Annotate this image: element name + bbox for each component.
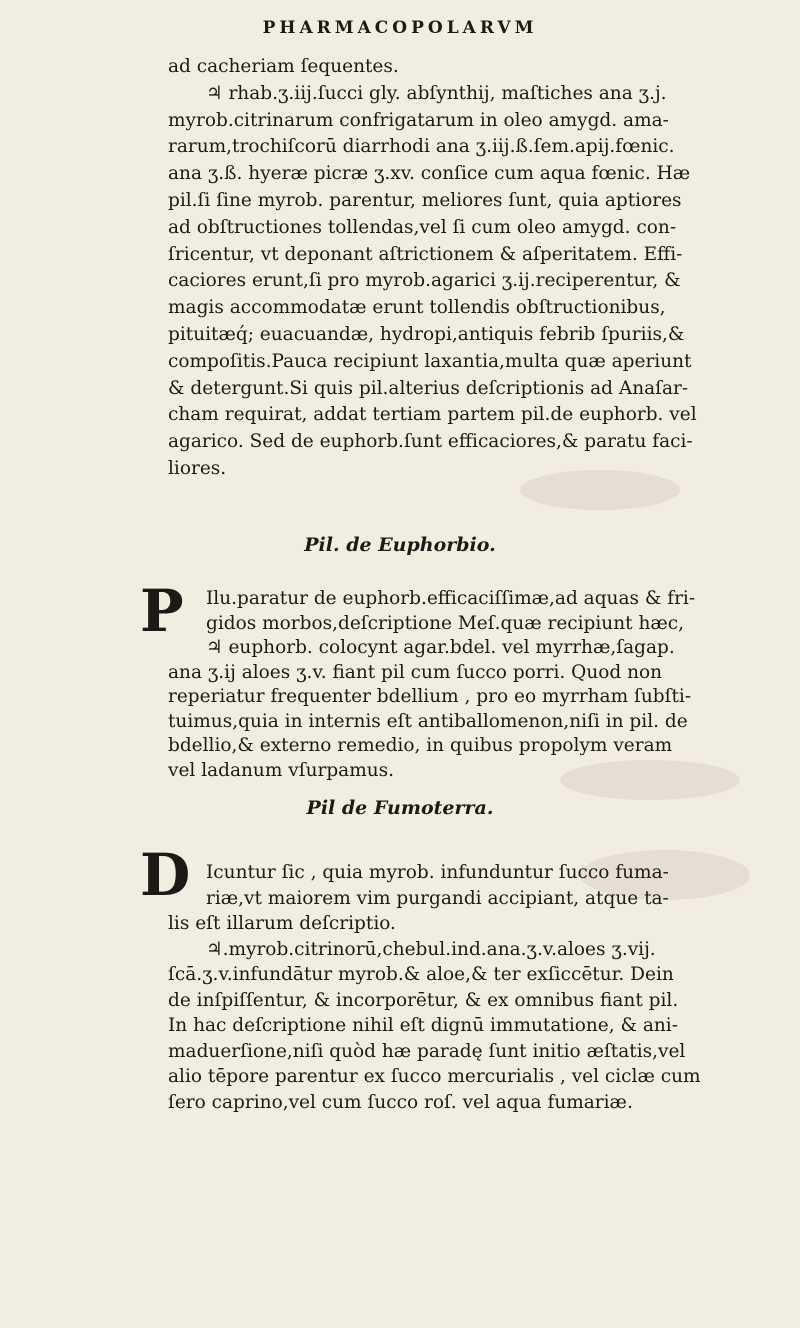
text-line: & detergunt.Si quis pil.alterius deſcriptionis ad Anaſar-	[168, 377, 689, 399]
text-line: ſero caprino,vel cum ſucco roſ. vel aqua fumariæ.	[168, 1091, 633, 1113]
drop-cap-p: P	[140, 577, 184, 645]
text-line: gidos morbos,deſcriptione Meſ.quæ recipiunt hæc,	[206, 612, 684, 634]
running-header: PHARMACOPOLARVM	[262, 18, 538, 38]
text-line: cham requirat, addat tertiam partem pil.de euphorb. vel	[168, 404, 697, 426]
text-line: tuimus,quia in internis eſt antiballomenon,niſi in pil. de	[168, 710, 688, 732]
text-line: magis accommodatæ erunt tollendis obſtructionibus,	[168, 297, 666, 319]
text-line: ♃ rhab.ʒ.iij.ſucci gly. abſynthij, maſtiches ana ʒ.j.	[206, 82, 667, 104]
text-line: ad obſtructiones tollendas,vel ſi cum oleo amygd. con-	[168, 216, 677, 238]
text-line: lis eſt illarum deſcriptio.	[168, 913, 396, 934]
text-line: ana ʒ.ij aloes ʒ.v. fiant pil cum ſucco porri. Quod non	[168, 661, 663, 683]
text-line: vel ladanum vſurpamus.	[168, 759, 395, 781]
text-line: In hac deſcriptione nihil eſt dignū immutatione, & ani-	[168, 1015, 678, 1036]
text-line: liores.	[168, 458, 227, 479]
text-line: ♃.myrob.citrinorū,chebul.ind.ana.ʒ.v.aloes ʒ.vij.	[206, 938, 656, 960]
section-title-fumoterra: Pil de Fumoterra.	[306, 797, 494, 819]
text-line: pituitæq́; euacuandæ, hydropi,antiquis febrib ſpuriis,&	[168, 324, 685, 345]
text-line: bdellio,& externo remedio, in quibus propolym veram	[168, 735, 673, 756]
section-title-euphorbio: Pil. de Euphorbio.	[304, 534, 496, 556]
text-line: caciores erunt,ſi pro myrob.agarici ʒ.ij.reciperentur, &	[168, 270, 681, 292]
drop-cap-d: D	[140, 841, 191, 909]
text-line: riæ,vt maiorem vim purgandi accipiant, atque ta-	[206, 887, 669, 909]
text-line: Icuntur ſic , quia myrob. infunduntur ſucco fuma-	[206, 862, 669, 883]
text-line: ana ʒ.ß. hyeræ picræ ʒ.xv. conſice cum aqua fœnic. Hæ	[168, 163, 691, 185]
text-line: pil.ſi ſine myrob. parentur, meliores ſunt, quia aptiores	[168, 190, 682, 211]
text-line: alio tēpore parentur ex ſucco mercurialis , vel ciclæ cum	[168, 1066, 701, 1087]
text-line: myrob.citrinarum confrigatarum in oleo amygd. ama-	[168, 109, 669, 131]
text-line: maduerſione,niſi quòd hæ paradę ſunt initio æſtatis,vel	[168, 1040, 686, 1062]
text-line: compoſitis.Pauca recipiunt laxantia,multa quæ aperiunt	[168, 350, 692, 372]
text-line: Ilu.paratur de euphorb.efficaciſſimæ,ad aquas & fri-	[206, 588, 696, 609]
text-line: ad cacheriam ſequentes.	[168, 56, 399, 77]
text-line: agarico. Sed de euphorb.ſunt efficaciores,& paratu faci-	[168, 431, 693, 453]
text-line: ♃ euphorb. colocynt agar.bdel. vel myrrhæ,ſagap.	[206, 637, 675, 658]
text-line: rarum,trochiſcorū diarrhodi ana ʒ.iij.ß.ſem.apij.fœnic.	[168, 136, 675, 158]
text-line: de inſpiſſentur, & incorporētur, & ex omnibus fiant pil.	[168, 989, 679, 1011]
text-line: reperiatur frequenter bdellium , pro eo myrrham ſubſti-	[168, 686, 692, 707]
text-line: ſcā.ʒ.v.infundātur myrob.& aloe,& ter exſiccētur. Dein	[168, 964, 674, 985]
text-line: ſricentur, vt deponant aſtrictionem & aſperitatem. Effi-	[168, 243, 683, 265]
